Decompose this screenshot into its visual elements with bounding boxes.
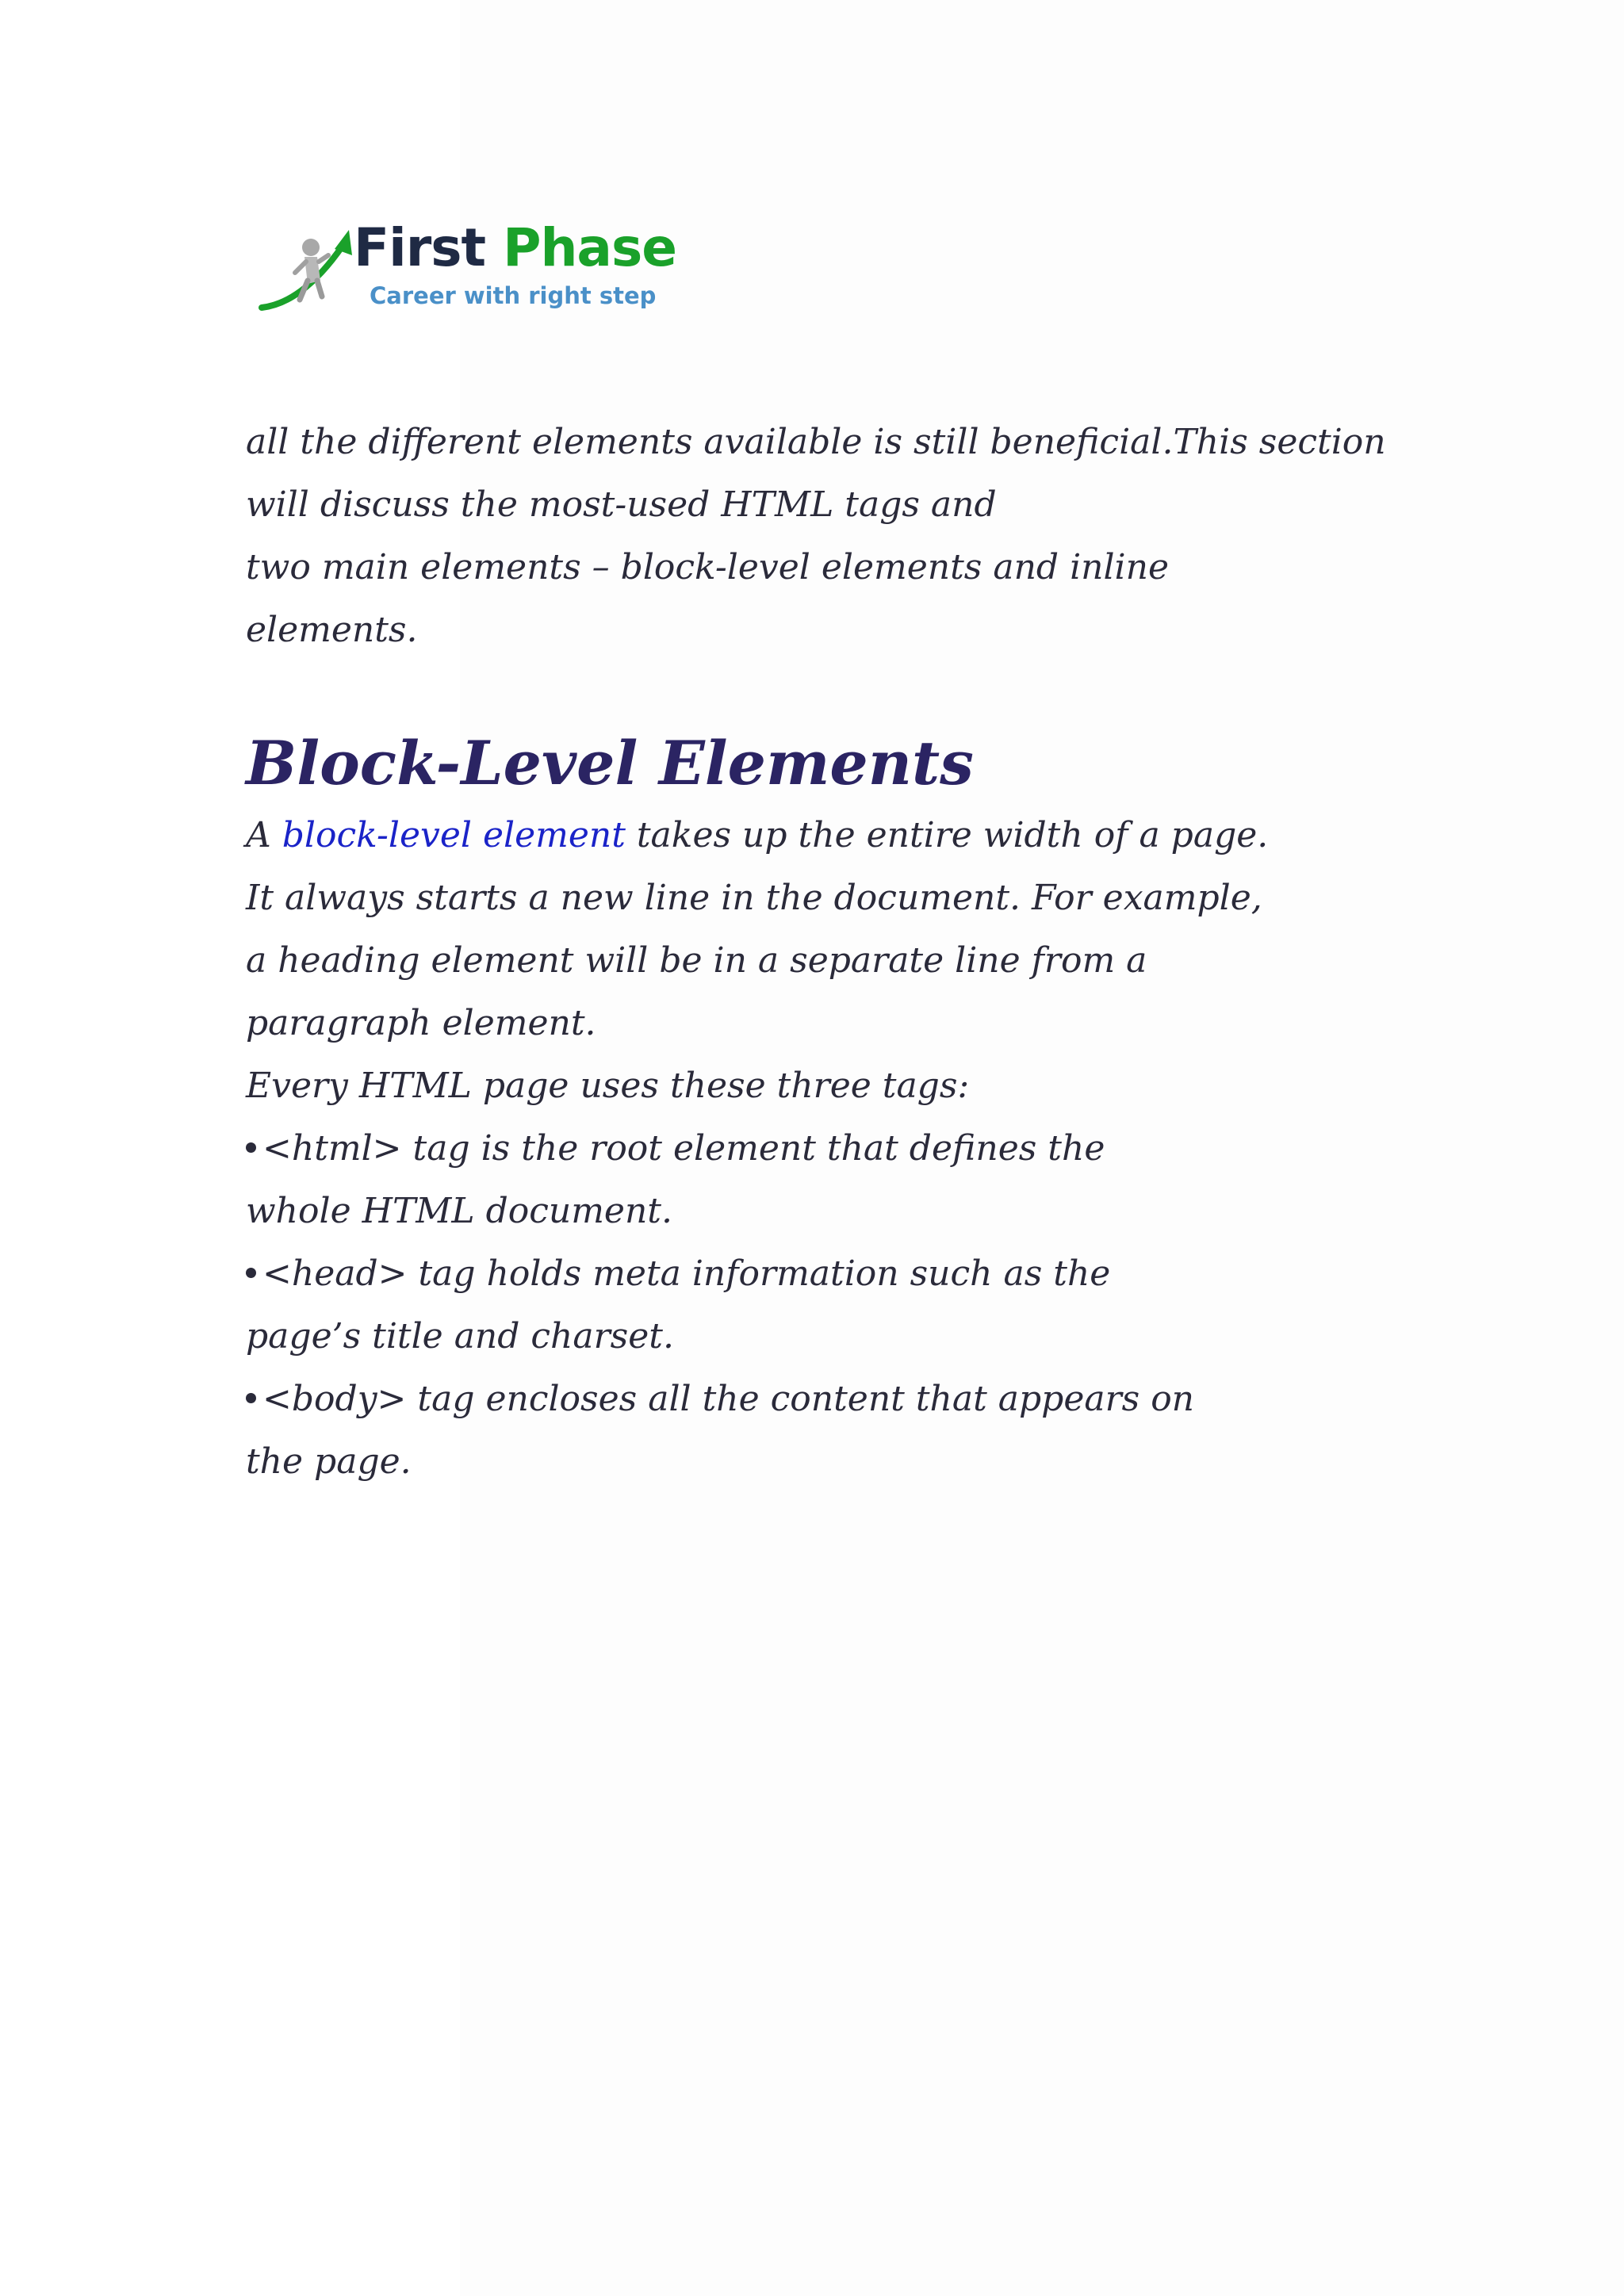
bullet-dot-icon — [246, 1268, 256, 1278]
document-body — [246, 411, 1435, 1493]
paragraph-line — [246, 804, 1435, 867]
first-phase-logo — [255, 214, 677, 317]
paragraph-line: a heading element will be in a separate line from a — [246, 940, 1147, 981]
section-heading: Block-Level Elements — [246, 728, 974, 798]
block-level-element-link[interactable]: block-level element — [282, 815, 626, 855]
bullet-continuation: whole HTML document. — [246, 1191, 672, 1231]
logo-title-first: First — [354, 217, 486, 278]
paragraph-line: paragraph element. — [246, 1003, 596, 1043]
bullet-text: <html> tag is the root element that defines the — [262, 1128, 1105, 1169]
logo-title-phase: Phase — [503, 217, 677, 278]
bullet-continuation: the page. — [246, 1441, 412, 1482]
bullet-text: <body> tag encloses all the content that appears on — [262, 1379, 1195, 1419]
logo-tagline: Career with right step — [370, 282, 657, 309]
paragraph-line: It always starts a new line in the document. For example, — [246, 878, 1262, 918]
intro-line: elements. — [246, 610, 418, 650]
intro-line: all the different elements available is still beneficial.This section — [246, 422, 1386, 462]
bullet-continuation: page’s title and charset. — [246, 1316, 674, 1357]
paragraph-prefix: A — [246, 815, 282, 855]
bullet-item — [246, 1368, 1435, 1430]
bullet-dot-icon — [246, 1142, 256, 1153]
bullet-item — [246, 1117, 1435, 1180]
logo-title — [354, 217, 677, 278]
climbing-figure-icon — [255, 214, 358, 317]
intro-line: two main elements – block-level elements and inline — [246, 547, 1170, 587]
bullet-item — [246, 1242, 1435, 1305]
bullet-text: <head> tag holds meta information such as the — [262, 1253, 1111, 1294]
paragraph-line: Every HTML page uses these three tags: — [246, 1066, 970, 1106]
bullet-dot-icon — [246, 1393, 256, 1403]
intro-line: will discuss the most-used HTML tags and — [246, 484, 997, 525]
paragraph-line-rest: takes up the entire width of a page. — [625, 815, 1269, 855]
